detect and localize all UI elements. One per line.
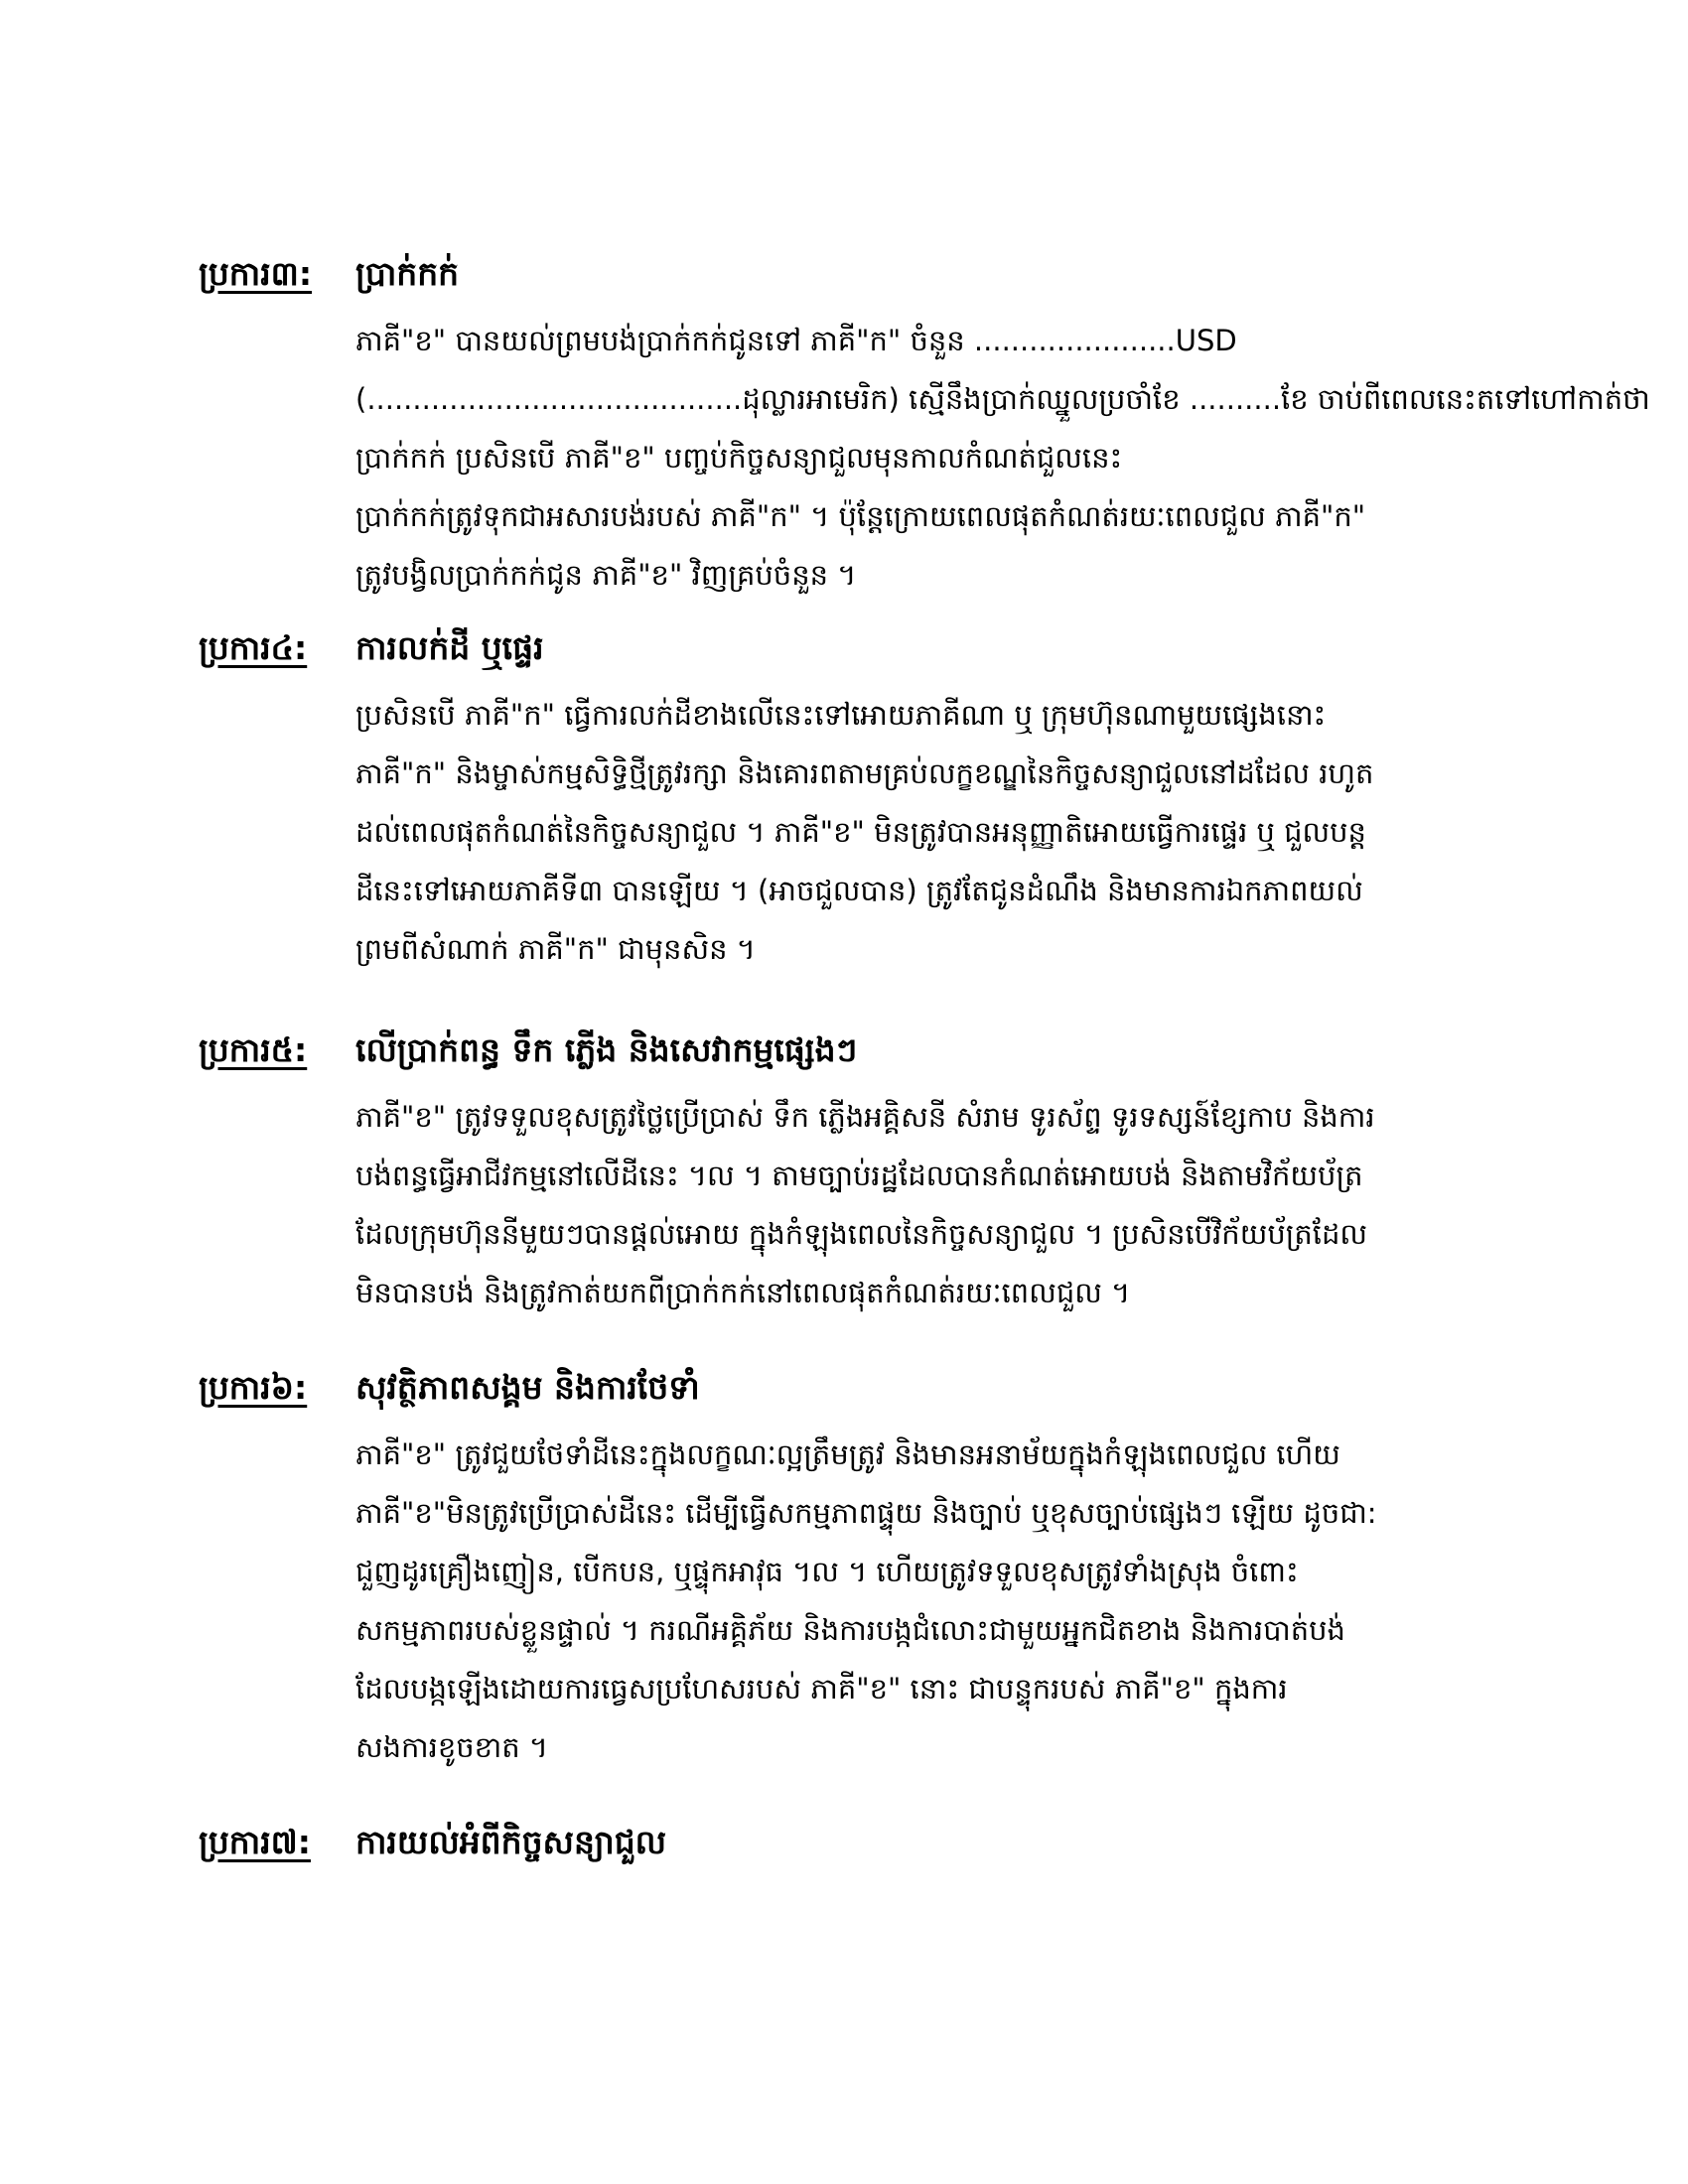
body-line: ប្រាក់កក់ត្រូវទុកជាអសារបង់របស់ ភាគី"ក" ។ ប៉ុន្តែក្រោយពេលផុតកំណត់រយៈពេលជួល ភាគី"ក"	[355, 499, 1366, 533]
article-label: ប្រការ៧:	[199, 1823, 311, 1861]
body-line: ភាគី"ក" និងម្ចាស់កម្មសិទ្ធិថ្មីត្រូវរក្សា និងគោរពតាមគ្រប់លក្ខខណ្ឌនៃកិច្ចសន្យាជួលនៅដដែល រហូត	[355, 756, 1374, 790]
article-label: ប្រការ៤:	[199, 628, 308, 667]
body-line: ដីនេះទៅអោយភាគីទី៣ បានឡើយ ។ (អាចជួលបាន) ត្រូវតែជូនដំណឹង និងមានការឯកភាពយល់	[355, 874, 1363, 907]
article-body	[355, 1088, 1509, 1322]
article-heading	[199, 620, 1509, 686]
article-5	[199, 1023, 1509, 1322]
body-line: សងការខូចខាត ។	[355, 1730, 549, 1764]
body-line: បង់ពន្ធធ្វើអាជីវកម្មនៅលើដីនេះ ។ល ។ តាមច្បាប់រដ្ឋដែលបានកំណត់អោយបង់ និងតាមវិក័យប័ត្រ	[355, 1159, 1363, 1192]
article-title: ប្រាក់កក់	[355, 254, 460, 293]
article-body	[355, 1426, 1509, 1777]
article-title: លើប្រាក់ពន្ធ ទឹក ភ្លើង និងសេវាកម្មផ្សេងៗ	[355, 1030, 858, 1069]
body-line: ភាគី"ខ" ត្រូវទទួលខុសត្រូវថ្លៃប្រើប្រាស់ ទឹក ភ្លើងអគ្គិសនី សំរាម ទូរស័ព្ទ ទូរទស្សន៍ខ្សែកាប និងការ	[355, 1100, 1375, 1134]
body-line: ប្រាក់កក់ ប្រសិនបើ ភាគី"ខ" បញ្ចប់កិច្ចសន្យាជួលមុនកាលកំណត់ជួលនេះ	[355, 441, 1123, 475]
article-title: ការលក់ដី ឬផ្ទេរ	[355, 628, 544, 667]
body-line: ដែលក្រុមហ៊ុននីមួយៗបានផ្តល់អោយ ក្នុងកំឡុងពេលនៃកិច្ចសន្យាជួល ។ ប្រសិនបើវិក័យប័ត្រដែល	[355, 1217, 1368, 1251]
article-3	[199, 246, 1650, 605]
body-line: ដែលបង្កឡើងដោយការធ្វេសប្រហែសរបស់ ភាគី"ខ" នោះ ជាបន្ទុករបស់ ភាគី"ខ" ក្នុងការ	[355, 1672, 1288, 1706]
body-line: ភាគី"ខ" បានយល់ព្រមបង់ប្រាក់កក់ជូនទៅ ភាគី"ក" ចំនួន ......................USD	[355, 324, 1237, 357]
article-label: ប្រការ៦:	[199, 1368, 308, 1407]
body-line: មិនបានបង់ និងត្រូវកាត់យកពីប្រាក់កក់នៅពេលផុតកំណត់រយៈពេលជួល ។	[355, 1276, 1131, 1309]
article-label: ប្រការ៥:	[199, 1030, 308, 1069]
article-heading	[199, 1815, 1509, 1880]
article-body	[355, 686, 1509, 979]
article-body	[355, 312, 1650, 605]
article-6	[199, 1360, 1509, 1777]
article-title: ការយល់អំពីកិច្ចសន្យាជួល	[355, 1823, 667, 1861]
article-label: ប្រការ៣:	[199, 254, 313, 293]
body-line: (.........................................ដុល្លារអាមេរិក) ស្មើនឹងប្រាក់ឈ្នួលប្រចាំខែ ..........ខែ ចាប់ពីពេលនេះតទៅហៅកាត់ថា	[355, 382, 1650, 416]
article-title: សុវត្ថិភាពសង្គម និងការថែទាំ	[355, 1368, 700, 1407]
body-line: ប្រសិនបើ ភាគី"ក" ធ្វើការលក់ដីខាងលើនេះទៅអោយភាគីណា ឬ ក្រុមហ៊ុនណាមួយផ្សេងនោះ	[355, 698, 1327, 732]
body-line: ត្រូវបង្វិលប្រាក់កក់ជូន ភាគី"ខ" វិញគ្រប់ចំនួន ។	[355, 558, 857, 592]
article-heading	[199, 1023, 1509, 1088]
body-line: ភាគី"ខ" ត្រូវជួយថែទាំដីនេះក្នុងលក្ខណៈល្អត្រឹមត្រូវ និងមានអនាម័យក្នុងកំឡុងពេលជួល ហើយ	[355, 1437, 1340, 1471]
article-7	[199, 1815, 1509, 1880]
article-heading	[199, 246, 1509, 312]
body-line: ដល់ពេលផុតកំណត់នៃកិច្ចសន្យាជួល ។ ភាគី"ខ" មិនត្រូវបានអនុញ្ញាតិអោយធ្វើការផ្ទេរ ឬ ជួលបន្ត	[355, 815, 1366, 849]
article-heading	[199, 1360, 1509, 1426]
body-line: ជួញដូរគ្រឿងញៀន, បើកបន, ឬផ្ទុកអាវុធ ។ល ។ ហើយត្រូវទទួលខុសត្រូវទាំងស្រុង ចំពោះ	[355, 1555, 1299, 1588]
body-line: ភាគី"ខ"មិនត្រូវប្រើប្រាស់ដីនេះ ដើម្បីធ្វើសកម្មភាពផ្ទុយ និងច្បាប់ ឬខុសច្បាប់ផ្សេងៗ ឡើយ ដូចជា:	[355, 1496, 1377, 1530]
body-line: សកម្មភាពរបស់ខ្លួនផ្ទាល់ ។ ករណីអគ្គិភ័យ និងការបង្កជំលោះជាមួយអ្នកជិតខាង និងការបាត់បង់	[355, 1613, 1345, 1647]
article-4	[199, 620, 1509, 979]
body-line: ព្រមពីសំណាក់ ភាគី"ក" ជាមុនសិន ។	[355, 932, 756, 966]
